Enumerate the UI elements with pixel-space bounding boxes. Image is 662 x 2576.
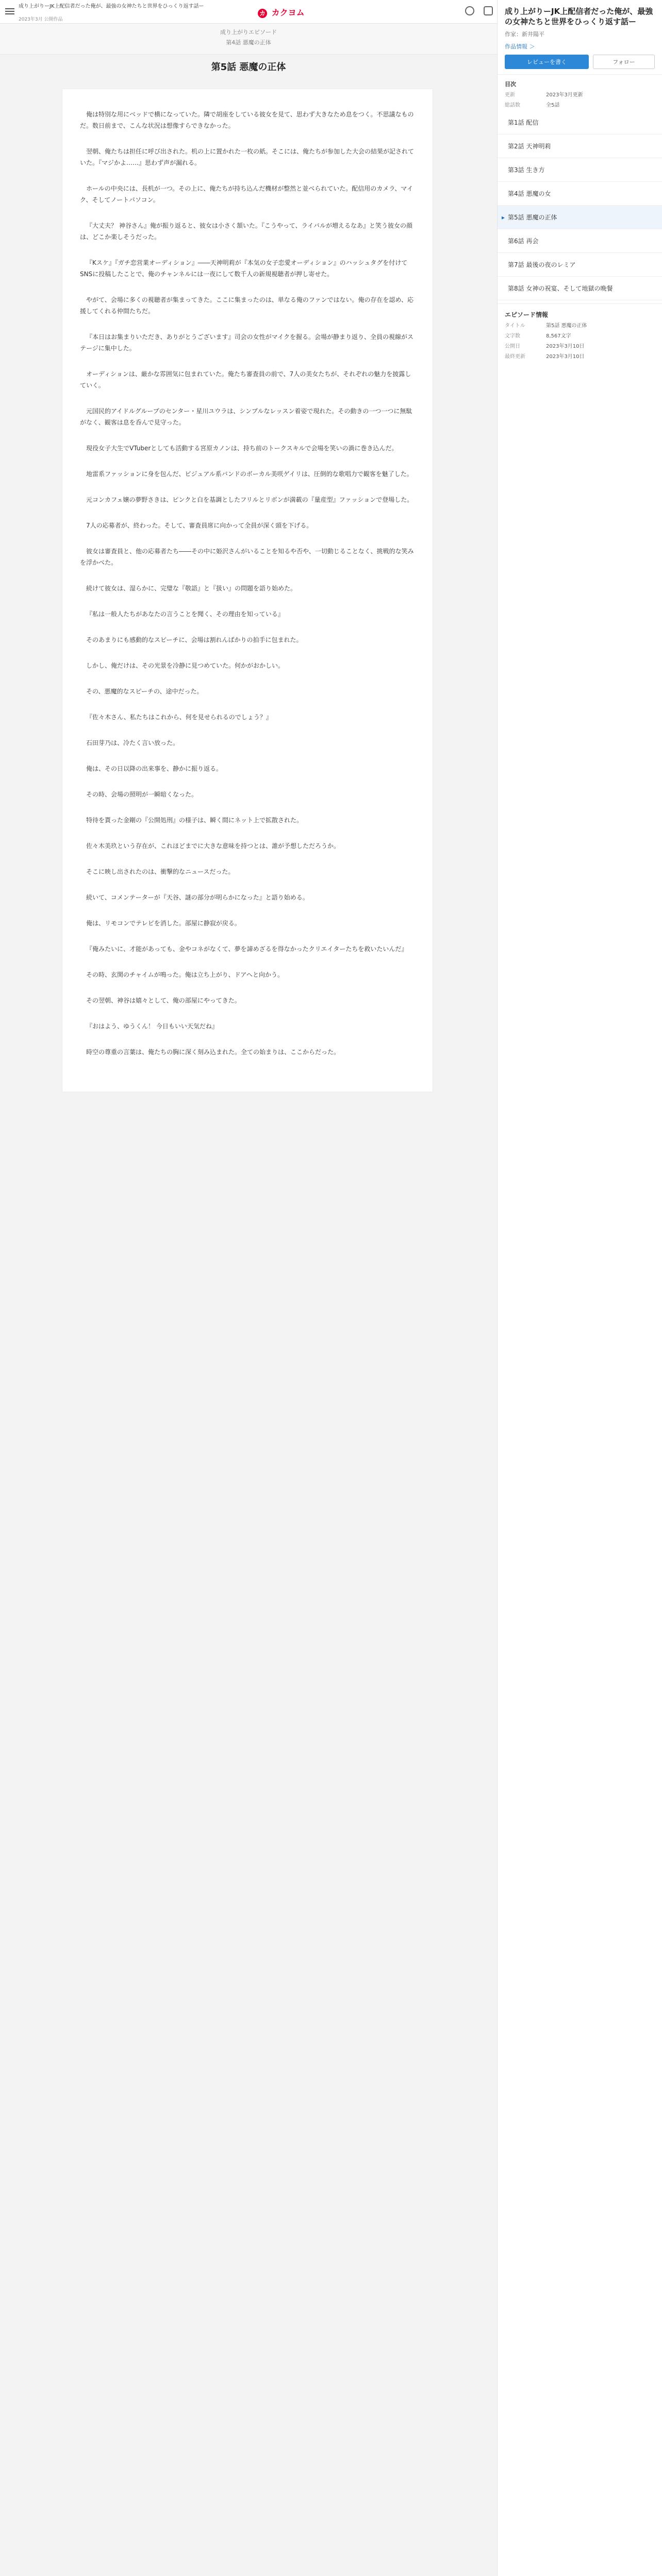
episode-item[interactable]: 第7話 最後の夜のレミア bbox=[498, 253, 662, 277]
paragraph: 特待を貰った金剛の『公開処刑』の様子は、瞬く間にネット上で拡散された。 bbox=[86, 817, 303, 824]
episode-list bbox=[498, 111, 662, 300]
spec-section-label: エピソード情報 bbox=[498, 303, 662, 321]
side-work-title[interactable]: 成り上がりーJK上配信者だった俺が、最強の女神たちと世界をひっくり返す話ー bbox=[505, 7, 653, 26]
spec-value: 8,567文字 bbox=[546, 333, 571, 339]
paragraph: ホールの中央には、長机が一つ。その上に、俺たちが持ち込んだ機材が整然と並べられていた。配信用のカメラ、マイク、そしてノートパソコン。 bbox=[80, 185, 413, 204]
paragraph: 俺は特別な用にベッドで横になっていた。隣で胡座をしている彼女を見て、思わず大きなため息をつく。不思議なものだ。数日前まで、こんな状況は想像すらできなかった。 bbox=[80, 111, 414, 129]
episode-item-current[interactable]: ▸ 第5話 悪魔の正体 bbox=[498, 206, 662, 229]
paragraph: 『私は一般人たちがあなたの言うことを聞く、その理由を知っている』 bbox=[86, 611, 284, 618]
user-icon[interactable] bbox=[465, 6, 474, 15]
info-row bbox=[498, 90, 662, 100]
paragraph: その翌朝、神谷は嬉々として、俺の部屋にやってきた。 bbox=[86, 997, 241, 1004]
breadcrumb bbox=[0, 24, 497, 55]
paragraph: 続けて彼女は、湿らかに、完璧な『敬語』と『扱い』の問題を語り始めた。 bbox=[86, 585, 297, 592]
side-buttons bbox=[505, 55, 655, 69]
breadcrumb-part: 第4話 悪魔の正体 bbox=[226, 39, 271, 46]
info-key: 更新 bbox=[505, 92, 515, 98]
spec-value: 第5話 悪魔の正体 bbox=[546, 323, 587, 329]
logo-text: カクヨム bbox=[271, 8, 305, 18]
side-panel bbox=[497, 0, 662, 2576]
spec-key: 文字数 bbox=[505, 333, 520, 339]
paragraph: しかし、俺だけは、その光景を冷静に見つめていた。何かがおかしい。 bbox=[86, 662, 285, 669]
info-value: 2023年3月更新 bbox=[546, 92, 583, 98]
side-work-info-link[interactable]: 作品情報 ＞ bbox=[505, 43, 535, 50]
paragraph: 続いて、コメンテーターが『天谷、謎の部分が明らかになった』と語り始める。 bbox=[86, 894, 309, 901]
spec-key: 公開日 bbox=[505, 344, 520, 349]
episode-item[interactable]: 第8話 女神の祝宴、そして地獄の晩餐 bbox=[498, 277, 662, 300]
paragraph: 『おはよう、ゆうくん！ 今日もいい天気だね』 bbox=[86, 1023, 218, 1030]
spec-value: 2023年3月10日 bbox=[546, 344, 585, 349]
work-title[interactable]: 成り上がりーJK上配信者だった俺が、最強の女神たちと世界をひっくり返す話ー bbox=[19, 4, 204, 9]
spec-row bbox=[498, 321, 662, 331]
paragraph: 翌朝、俺たちは担任に呼び出された。机の上に置かれた一枚の紙。そこには、俺たちが参加した大会の結果が記されていた。『マジかよ……』思わず声が漏れる。 bbox=[80, 148, 415, 166]
paragraph: その、悪魔的なスピーチの、途中だった。 bbox=[86, 688, 203, 695]
paragraph: やがて、会場に多くの視聴者が集まってきた。ここに集まったのは、単なる俺のファンではない。俺の存在を認め、応援してくれる仲間たちだ。 bbox=[80, 296, 414, 315]
episode-item[interactable]: 第4話 悪魔の女 bbox=[498, 182, 662, 206]
menu-icon[interactable] bbox=[5, 7, 14, 16]
episode-item[interactable]: 第6話 再会 bbox=[498, 229, 662, 253]
logo-mark-icon: カ bbox=[258, 9, 267, 18]
review-button[interactable]: レビューを書く bbox=[505, 55, 589, 69]
spec-row bbox=[498, 352, 662, 362]
paragraph: 俺は、その日以降の出来事を、静かに振り返る。 bbox=[86, 765, 223, 772]
work-meta: 2023年3月 公開作品 bbox=[19, 17, 63, 22]
paragraph: 俺は、リモコンでテレビを消した。部屋に静寂が戻る。 bbox=[86, 920, 241, 927]
info-row bbox=[498, 100, 662, 111]
paragraph: 石田芽乃は、冷たく言い放った。 bbox=[86, 739, 179, 747]
paragraph: そのあまりにも感動的なスピーチに、会場は割れんばかりの拍手に包まれた。 bbox=[86, 636, 303, 643]
header-icons bbox=[441, 6, 493, 15]
paragraph: 『Kスケ』『ガチ恋営業オーディション』――天神明莉が『本気の女子恋愛オーディション』のハッシュタグを付けてSNSに投稿したことで、俺のチャンネルには一夜にして数千人の新規視聴者が押し寄せた。 bbox=[80, 259, 408, 278]
paragraph: 『大丈夫？ 神谷さん』俺が振り返ると、彼女は小さく頷いた。『こうやって、ライバルが増えるなあ』と笑う彼女の顔は、どこか楽しそうだった。 bbox=[80, 222, 412, 241]
spec-value: 2023年3月10日 bbox=[546, 354, 585, 360]
paragraph: 『佐々木さん、私たちはこれから、何を見せられるのでしょう？』 bbox=[86, 714, 272, 721]
spec-list bbox=[498, 321, 662, 362]
paragraph: そこに映し出されたのは、衝撃的なニュースだった。 bbox=[86, 868, 235, 875]
paragraph: 元国民的アイドルグループのセンター・星川ユウラは、シンプルなレッスン着姿で現れた。その動きの一つ一つに無駄がなく、観客は息を呑んで見守った。 bbox=[80, 408, 412, 426]
info-section-label: 目次 bbox=[505, 81, 516, 88]
paragraph: 彼女は審査員と、他の応募者たち――その中に姫沢さんがいることを知るや否や、一切動じることなく、挑戦的な笑みを浮かべた。 bbox=[80, 548, 414, 566]
episode-item[interactable]: 第1話 配信 bbox=[498, 111, 662, 134]
episode-item[interactable]: 第2話 天神明莉 bbox=[498, 134, 662, 158]
paragraph: 地雷系ファッションに身を包んだ、ビジュアル系バンドのボーカル美咲ゲイリは、圧倒的な歌唱力で観客を魅了した。 bbox=[86, 470, 413, 478]
chapter-title: 第5話 悪魔の正体 bbox=[211, 62, 286, 73]
spec-row bbox=[498, 342, 662, 352]
paragraph: 『本日はお集まりいただき、ありがとうございます』司会の女性がマイクを握る。会場が静まり返り、全員の視線がステージに集中した。 bbox=[80, 333, 414, 352]
side-header bbox=[498, 0, 662, 75]
info-key: 総話数 bbox=[505, 103, 520, 108]
paragraph: 時空の尊重の言葉は、俺たちの胸に深く刻み込まれた。全ての始まりは、ここからだった。 bbox=[86, 1048, 340, 1056]
paragraph: オーディションは、厳かな雰囲気に包まれていた。俺たち審査員の前で、7人の美女たちが、それぞれの魅力を披露していく。 bbox=[80, 370, 411, 389]
site-logo[interactable] bbox=[258, 6, 305, 18]
info-list bbox=[498, 90, 662, 111]
episode-item[interactable]: 第3話 生き方 bbox=[498, 158, 662, 182]
follow-button[interactable]: フォロー bbox=[593, 55, 655, 69]
paragraph: その時、会場の照明が一瞬暗くなった。 bbox=[86, 791, 198, 798]
paragraph: 佐々木美玖という存在が、これほどまでに大きな意味を持つとは、誰が予想しただろうか。 bbox=[86, 842, 340, 850]
info-value: 全5話 bbox=[546, 103, 560, 108]
paragraph: 現役女子大生でVTuberとしても活動する宮原カノンは、持ち前のトークスキルで会場を笑いの渦に巻き込んだ。 bbox=[86, 445, 398, 452]
side-author[interactable]: 作家：新井陽平 bbox=[505, 31, 544, 38]
spec-key: 最終更新 bbox=[505, 354, 525, 360]
spec-key: タイトル bbox=[505, 323, 525, 329]
bookmark-icon[interactable] bbox=[484, 6, 493, 15]
paragraph: その時、玄関のチャイムが鳴った。俺は立ち上がり、ドアへと向かう。 bbox=[86, 971, 284, 978]
paragraph: 元コンカフェ嬢の夢野さきは、ピンクと白を基調としたフリルとリボンが満載の『量産型』ファッションで登場した。 bbox=[86, 496, 413, 503]
main-content bbox=[0, 24, 497, 1056]
article-body bbox=[62, 89, 433, 1092]
paragraph: 『俺みたいに、才能があっても、金やコネがなくて、夢を諦めざるを得なかったクリエイターたちを救いたいんだ』 bbox=[86, 945, 408, 953]
breadcrumb-work-link[interactable]: 成り上がりエピソード bbox=[220, 29, 277, 36]
spec-row bbox=[498, 331, 662, 342]
paragraph: 7人の応募者が、終わった。そして、審査員席に向かって全員が深く頭を下げる。 bbox=[86, 522, 313, 529]
